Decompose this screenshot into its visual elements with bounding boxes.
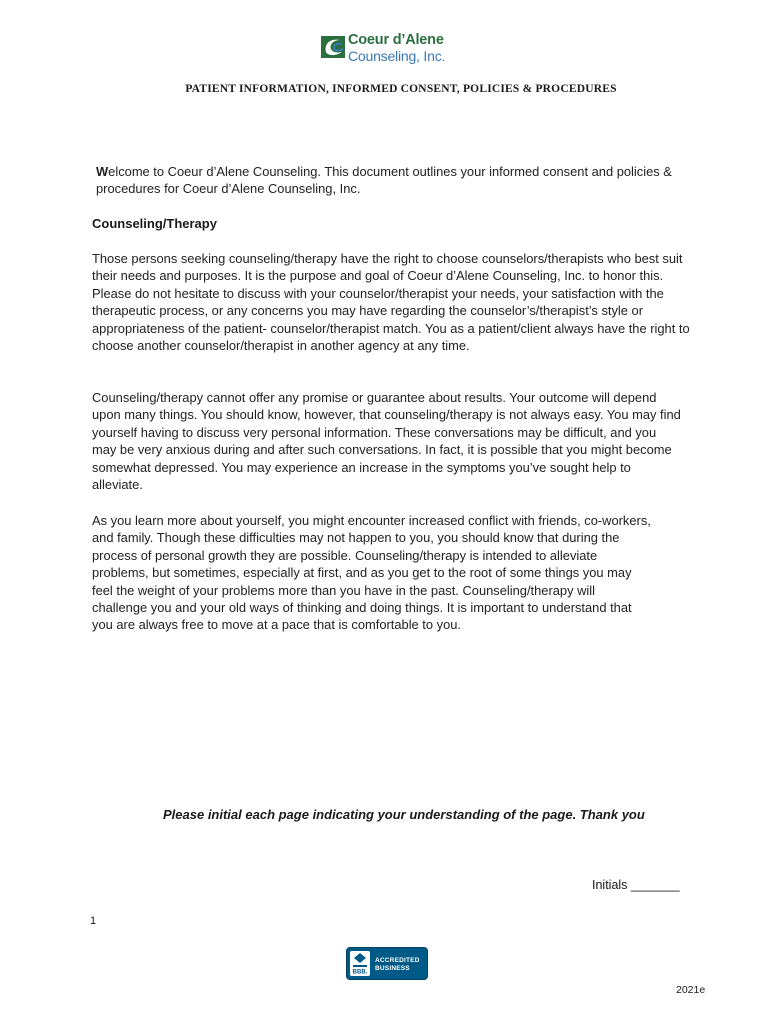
section-heading: Counseling/Therapy [92, 216, 217, 231]
paragraph-personal-growth: As you learn more about yourself, you might encounter increased conflict with friends, co-workers, and family. Though these difficulties may not happen to you, you should know that during the process of personal growth they are possible. Counseling/therapy is intended to alleviate problems, but sometimes, especially at first, and as you get to the root of some things you may feel the weight of your problems more than you have in the past. Counseling/therapy will challenge you and your old ways of thinking and doing things. It is important to understand that you are always free to move at a pace that is comfortable to you. [92, 513, 651, 633]
intro-paragraph [96, 163, 686, 198]
logo-name-line2: Counseling, Inc. [348, 48, 446, 64]
page-number: 1 [90, 915, 97, 927]
initial-notice: Please initial each page indicating your understanding of the page. Thank you [163, 807, 645, 822]
badge-line2: BUSINESS [375, 965, 410, 972]
logo-swoosh-icon [320, 34, 346, 60]
initials-field[interactable]: Initials _______ [592, 878, 680, 892]
logo-name-line1: Coeur d’Alene [348, 32, 444, 48]
document-title: PATIENT INFORMATION, INFORMED CONSENT, POLICIES & PROCEDURES [185, 83, 617, 95]
paragraph-choice-of-counselor: Those persons seeking counseling/therapy have the right to choose counselors/therapists who best suit their needs and purposes. It is the purpose and goal of Coeur d’Alene Counseling, Inc. to honor this. Please do not hesitate to discuss with your counselor/therapist your needs, your satisfaction with the therapeutic process, or any concerns you may have regarding the counselor’s/therapist’s style or appropriateness of the patient- counselor/therapist match. You as a patient/client always have the right to choose another counselor/therapist in another agency at any time. [92, 251, 690, 354]
bbb-seal-icon [350, 951, 370, 976]
bbb-accredited-badge [346, 947, 428, 980]
paragraph-no-guarantee: Counseling/therapy cannot offer any promise or guarantee about results. Your outcome will depend upon many things. You should know, however, that counseling/therapy is not always easy. You may find yourself having to discuss very personal information. These conversations may be difficult, and you may be very anxious during and after such conversations. In fact, it is possible that you might become somewhat depressed. You may experience an increase in the symptoms you’ve sought help to alleviate. [92, 390, 681, 493]
company-logo [320, 30, 460, 66]
intro-text: elcome to Coeur d’Alene Counseling. This document outlines your informed consent and policies & procedures for Coeur d’Alene Counseling, Inc. [96, 164, 672, 197]
document-version: 2021e [676, 984, 706, 996]
intro-first-letter: W [96, 164, 109, 179]
badge-line1: ACCREDITED [375, 957, 420, 964]
bbb-seal-text: BBB. [352, 969, 368, 976]
